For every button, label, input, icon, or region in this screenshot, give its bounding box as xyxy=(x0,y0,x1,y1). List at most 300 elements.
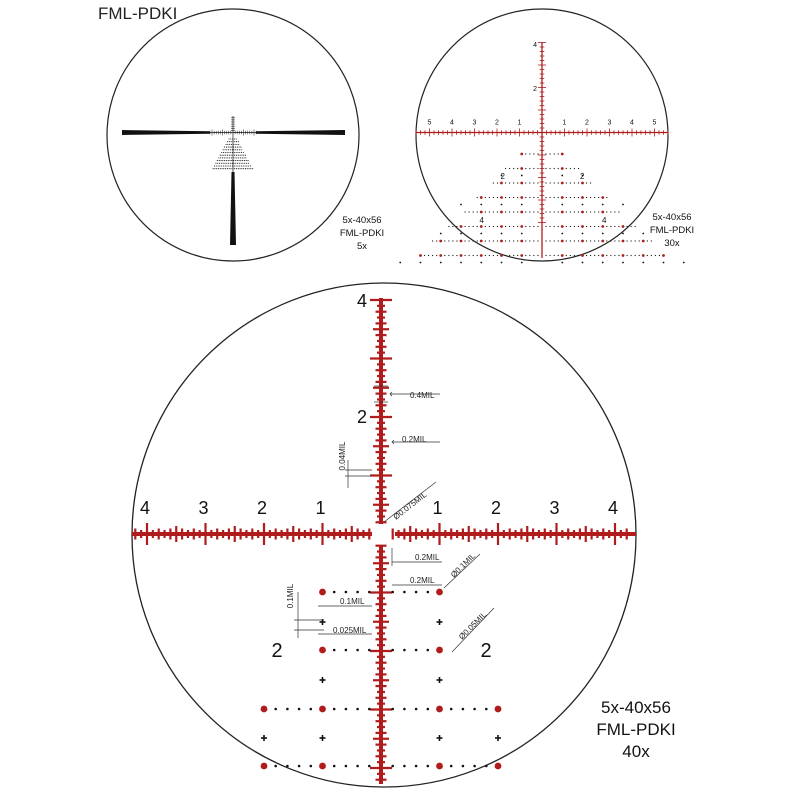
mil-dot xyxy=(495,706,502,713)
tree-dot xyxy=(537,153,538,154)
tree-dot xyxy=(427,591,430,594)
tree-dot xyxy=(226,157,227,158)
tree-dot xyxy=(598,197,599,198)
tree-dot xyxy=(403,708,406,711)
vertical-number-2: 2 xyxy=(356,407,368,427)
tree-dot xyxy=(216,168,217,169)
row-number-4-left: 4 xyxy=(479,216,484,225)
tree-dot xyxy=(333,591,336,594)
tree-dot xyxy=(250,165,251,166)
tree-dot xyxy=(234,165,235,166)
tree-dot xyxy=(497,197,498,198)
tree-dot xyxy=(550,255,551,256)
tree-dot xyxy=(242,163,243,164)
reticle-view-30x xyxy=(399,9,694,263)
tree-dot xyxy=(550,226,551,227)
tree-dot xyxy=(606,197,607,198)
tree-dot xyxy=(462,765,465,768)
tree-dot xyxy=(219,165,220,166)
tree-dot xyxy=(226,144,227,145)
tree-dot xyxy=(233,144,234,145)
mil-number-label: 5 xyxy=(427,119,432,127)
tree-dot xyxy=(529,240,530,241)
tree-dot xyxy=(439,240,442,243)
tree-dot xyxy=(226,147,227,148)
tree-dot xyxy=(631,226,632,227)
tree-dot xyxy=(473,255,474,256)
tree-dot xyxy=(525,226,526,227)
caption-line-mag: 30x xyxy=(664,238,680,249)
tree-dot xyxy=(415,649,418,652)
tree-dot xyxy=(558,211,559,212)
tree-dot xyxy=(436,255,437,256)
tree-dot xyxy=(485,197,486,198)
tree-dot xyxy=(485,226,486,227)
tree-dot xyxy=(574,197,575,198)
tree-dot xyxy=(586,182,587,183)
tree-dot xyxy=(298,708,301,711)
tree-dot xyxy=(586,255,587,256)
tree-dot xyxy=(558,168,559,169)
tree-dot xyxy=(250,168,251,169)
wind-dot xyxy=(521,233,523,235)
tree-dot xyxy=(235,160,236,161)
tree-dot xyxy=(239,152,240,153)
tree-dot xyxy=(224,147,225,148)
tree-dot xyxy=(230,138,231,139)
tree-dot xyxy=(618,255,619,256)
tree-dot xyxy=(220,155,221,156)
tree-dot xyxy=(537,168,538,169)
tree-dot xyxy=(230,149,231,150)
tree-dot xyxy=(246,165,247,166)
tree-dot xyxy=(228,160,229,161)
tree-dot xyxy=(222,168,223,169)
tree-dot xyxy=(236,165,237,166)
tree-dot xyxy=(218,165,219,166)
tree-dot xyxy=(228,138,229,139)
tree-dot xyxy=(647,240,648,241)
tree-dot xyxy=(391,765,394,768)
tree-dot xyxy=(581,254,584,257)
tree-dot xyxy=(231,157,232,158)
tree-dot xyxy=(368,708,371,711)
tree-dot xyxy=(513,211,514,212)
tree-dot xyxy=(231,141,232,142)
tree-dot xyxy=(570,182,571,183)
wind-dot xyxy=(602,262,604,264)
tree-dot xyxy=(581,225,584,228)
tree-dot xyxy=(223,165,224,166)
tree-dot xyxy=(578,226,579,227)
tree-dot xyxy=(590,226,591,227)
tree-dot xyxy=(485,708,488,711)
tree-dot xyxy=(525,182,526,183)
mil-number-label: 5 xyxy=(652,119,657,127)
tree-dot xyxy=(574,211,575,212)
tree-dot xyxy=(460,240,463,243)
tree-dot xyxy=(247,160,248,161)
tree-dot xyxy=(545,182,546,183)
tree-dot xyxy=(651,255,652,256)
tree-dot xyxy=(558,240,559,241)
tree-dot xyxy=(432,255,433,256)
tree-dot xyxy=(493,182,494,183)
tree-dot xyxy=(415,765,418,768)
mil-number-label: 3 xyxy=(472,119,477,127)
mil-dot xyxy=(436,589,443,596)
mil-number-label: 1 xyxy=(315,498,326,518)
tree-dot xyxy=(578,211,579,212)
mil-number-label: 1 xyxy=(562,119,567,127)
wind-dot xyxy=(582,262,584,264)
tree-dot xyxy=(594,211,595,212)
tree-dot xyxy=(233,160,234,161)
tree-dot xyxy=(554,226,555,227)
tree-dot xyxy=(554,197,555,198)
mil-dot xyxy=(261,706,268,713)
tree-dot xyxy=(452,226,453,227)
tree-dot xyxy=(489,226,490,227)
tree-dot xyxy=(622,240,625,243)
tree-dot xyxy=(222,157,223,158)
mil-number-label: 4 xyxy=(607,498,619,518)
tree-dot xyxy=(243,152,244,153)
tree-dot xyxy=(241,163,242,164)
tree-dot xyxy=(566,197,567,198)
wind-dot xyxy=(521,262,523,264)
tree-dot xyxy=(224,160,225,161)
tree-dot xyxy=(606,226,607,227)
tree-dot xyxy=(533,255,534,256)
tree-dot xyxy=(232,152,233,153)
tree-dot xyxy=(493,255,494,256)
tree-dot xyxy=(356,765,359,768)
tree-dot xyxy=(424,255,425,256)
tree-dot xyxy=(456,255,457,256)
tree-dot xyxy=(529,226,530,227)
caption-line-model: 5x-40x56 xyxy=(652,212,692,223)
tree-dot xyxy=(533,226,534,227)
tree-dot xyxy=(221,163,222,164)
tree-dot xyxy=(505,255,506,256)
tree-dot xyxy=(226,149,227,150)
label-0-1mil-horizontal: 0.1MIL xyxy=(340,597,365,606)
tree-dot xyxy=(513,182,514,183)
tree-dot xyxy=(236,168,237,169)
tree-dot xyxy=(464,240,465,241)
tree-dot xyxy=(345,591,348,594)
wind-dot xyxy=(521,175,523,177)
wind-dot xyxy=(622,262,624,264)
tree-dot xyxy=(520,196,523,199)
tree-dot xyxy=(238,157,239,158)
tree-dot xyxy=(333,765,336,768)
tree-dot xyxy=(237,147,238,148)
tree-dot xyxy=(432,240,433,241)
tree-dot xyxy=(238,141,239,142)
tree-dot xyxy=(558,182,559,183)
tree-dot xyxy=(561,196,564,199)
tree-dot xyxy=(545,197,546,198)
tree-dot xyxy=(561,225,564,228)
wind-dot xyxy=(561,175,563,177)
tree-dot xyxy=(345,649,348,652)
tree-dot xyxy=(622,254,625,257)
tree-dot xyxy=(529,255,530,256)
tree-dot xyxy=(462,708,465,711)
tree-dot xyxy=(480,254,483,257)
tree-dot xyxy=(237,163,238,164)
tree-dot xyxy=(356,649,359,652)
tree-dot xyxy=(240,157,241,158)
tree-dot xyxy=(606,240,607,241)
tree-dot xyxy=(452,240,453,241)
tree-dot xyxy=(554,153,555,154)
tree-dot xyxy=(635,255,636,256)
tree-dot xyxy=(517,182,518,183)
tree-dot xyxy=(427,765,430,768)
tree-dot xyxy=(239,163,240,164)
caption-line-name: FML-PDKI xyxy=(596,720,676,739)
tree-dot xyxy=(235,147,236,148)
row-number-4-right: 4 xyxy=(602,216,607,225)
tree-dot xyxy=(464,211,465,212)
tree-dot xyxy=(598,240,599,241)
tree-dot xyxy=(529,182,530,183)
tree-dot xyxy=(248,165,249,166)
tree-dot xyxy=(233,163,234,164)
tree-dot xyxy=(500,211,503,214)
tree-dot xyxy=(533,153,534,154)
tree-dot xyxy=(529,168,530,169)
tree-dot xyxy=(529,211,530,212)
tree-dot xyxy=(237,149,238,150)
wind-dot xyxy=(501,262,503,264)
tree-dot xyxy=(229,160,230,161)
mil-number-label: 3 xyxy=(198,498,209,518)
tree-dot xyxy=(245,165,246,166)
tree-dot xyxy=(513,226,514,227)
tree-dot xyxy=(561,182,564,185)
tree-dot xyxy=(566,240,567,241)
tree-dot xyxy=(234,141,235,142)
tree-dot xyxy=(517,240,518,241)
sheet-title: FML-PDKI xyxy=(98,4,178,23)
mil-dot xyxy=(495,763,502,770)
tree-dot xyxy=(642,240,645,243)
tree-dot xyxy=(213,168,214,169)
tree-dot xyxy=(513,168,514,169)
tree-dot xyxy=(450,765,453,768)
tree-dot xyxy=(566,226,567,227)
tree-dot xyxy=(505,168,506,169)
tree-dot xyxy=(601,211,604,214)
tree-dot xyxy=(642,254,645,257)
tree-dot xyxy=(520,167,523,170)
tree-dot xyxy=(310,765,313,768)
tree-dot xyxy=(227,144,228,145)
label-0-075mil: Ø0.075MIL xyxy=(391,490,429,522)
wind-dot xyxy=(501,233,503,235)
tree-dot xyxy=(485,240,486,241)
row-number-2-right: 2 xyxy=(580,172,585,181)
tree-dot xyxy=(598,211,599,212)
tree-dot xyxy=(243,168,244,169)
tree-dot xyxy=(469,226,470,227)
tree-dot xyxy=(477,240,478,241)
reticle-view-40x xyxy=(132,283,676,787)
tree-dot xyxy=(520,225,523,228)
tree-dot xyxy=(224,163,225,164)
tree-dot xyxy=(561,240,564,243)
tree-dot xyxy=(525,240,526,241)
tree-dot xyxy=(464,226,465,227)
tree-dot xyxy=(448,255,449,256)
tree-dot xyxy=(286,708,289,711)
tree-dot xyxy=(550,153,551,154)
tree-dot xyxy=(246,163,247,164)
tree-dot xyxy=(493,211,494,212)
tree-dot xyxy=(525,168,526,169)
tree-dot xyxy=(614,211,615,212)
tree-dot xyxy=(570,168,571,169)
tree-dot xyxy=(500,225,503,228)
tree-dot xyxy=(239,147,240,148)
tree-dot xyxy=(403,765,406,768)
tree-dot xyxy=(480,196,483,199)
tree-dot xyxy=(497,240,498,241)
tree-dot xyxy=(356,708,359,711)
tree-dot xyxy=(228,165,229,166)
caption-line-mag: 5x xyxy=(356,241,368,252)
tree-dot xyxy=(225,152,226,153)
tree-dot xyxy=(469,255,470,256)
tree-dot xyxy=(236,157,237,158)
tree-dot xyxy=(558,197,559,198)
tree-dot xyxy=(489,240,490,241)
tree-dot xyxy=(247,168,248,169)
tree-dot xyxy=(497,226,498,227)
label-0-1mil-vertical: 0.1MIL xyxy=(286,583,295,609)
tree-dot xyxy=(460,254,463,257)
wind-dot xyxy=(622,233,624,235)
tree-dot xyxy=(517,197,518,198)
tree-dot xyxy=(574,182,575,183)
tree-dot xyxy=(651,240,652,241)
thick-horizontal-bar-left xyxy=(122,130,210,135)
tree-dot xyxy=(581,240,584,243)
tree-dot xyxy=(232,149,233,150)
tree-dot xyxy=(554,240,555,241)
tree-dot xyxy=(545,211,546,212)
tree-dot xyxy=(223,163,224,164)
tree-dot xyxy=(473,240,474,241)
tree-dot xyxy=(505,240,506,241)
tree-dot xyxy=(489,211,490,212)
tree-dot xyxy=(581,182,584,185)
tree-dot xyxy=(221,152,222,153)
tree-dot xyxy=(241,152,242,153)
tree-dot xyxy=(480,240,483,243)
tree-dot xyxy=(216,165,217,166)
tree-dot xyxy=(635,240,636,241)
tree-dot xyxy=(545,226,546,227)
mil-number-label: 4 xyxy=(450,119,454,127)
tree-dot xyxy=(230,152,231,153)
tree-dot xyxy=(601,254,604,257)
tree-dot xyxy=(529,153,530,154)
wind-dot xyxy=(642,262,644,264)
tree-dot xyxy=(214,165,215,166)
tree-dot xyxy=(505,197,506,198)
tree-dot xyxy=(248,163,249,164)
tree-dot xyxy=(618,240,619,241)
tree-dot xyxy=(497,182,498,183)
tree-dot xyxy=(223,149,224,150)
tree-dot xyxy=(345,765,348,768)
tree-dot xyxy=(566,168,567,169)
tree-dot xyxy=(537,226,538,227)
tree-dot xyxy=(570,197,571,198)
tree-dot xyxy=(220,168,221,169)
tree-dot xyxy=(529,197,530,198)
tree-dot xyxy=(223,168,224,169)
tree-dot xyxy=(477,226,478,227)
tree-dot xyxy=(590,197,591,198)
tree-dot xyxy=(517,168,518,169)
tree-dot xyxy=(245,155,246,156)
tree-dot xyxy=(497,255,498,256)
tree-dot xyxy=(298,765,301,768)
reticle-view-5x xyxy=(107,9,384,261)
mil-number-label: 4 xyxy=(630,119,634,127)
tree-dot xyxy=(561,153,564,156)
mil-dot xyxy=(319,647,326,654)
tree-dot xyxy=(230,147,231,148)
tree-dot xyxy=(274,708,277,711)
tree-dot xyxy=(545,255,546,256)
label-0-04mil: 0.04MIL xyxy=(338,441,347,471)
tree-dot xyxy=(236,155,237,156)
wind-dot xyxy=(480,233,482,235)
mil-dot xyxy=(436,647,443,654)
tree-dot xyxy=(356,591,359,594)
tree-dot xyxy=(517,255,518,256)
tree-dot xyxy=(550,211,551,212)
mil-number-label: 4 xyxy=(139,498,151,518)
tree-dot xyxy=(235,144,236,145)
tree-dot xyxy=(500,240,503,243)
wind-dot xyxy=(582,233,584,235)
tree-dot xyxy=(286,765,289,768)
tree-dot xyxy=(614,240,615,241)
tree-dot xyxy=(566,211,567,212)
tree-dot xyxy=(234,155,235,156)
tree-dot xyxy=(239,149,240,150)
tree-dot xyxy=(234,152,235,153)
tree-dot xyxy=(227,168,228,169)
vertical-number-2: 2 xyxy=(533,86,537,93)
row-number-2-left: 2 xyxy=(500,172,505,181)
tree-dot xyxy=(227,165,228,166)
tree-dot xyxy=(594,240,595,241)
tree-dot xyxy=(493,226,494,227)
tree-dot xyxy=(655,255,656,256)
tree-dot xyxy=(427,649,430,652)
tree-dot xyxy=(229,155,230,156)
tree-dot xyxy=(310,708,313,711)
